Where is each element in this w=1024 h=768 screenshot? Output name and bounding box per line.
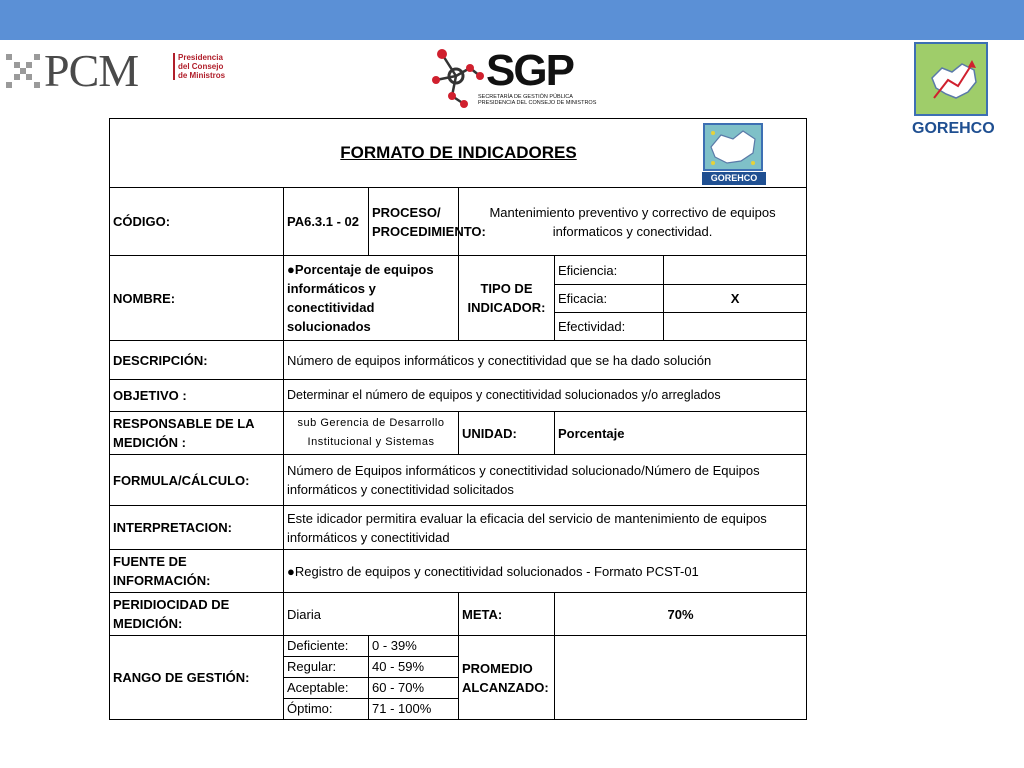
formula-value: Número de Equipos informáticos y conectitividad solucionado/Número de Equipos informáticos y conectitividad solicitados — [284, 455, 807, 506]
interpretacion-label: INTERPRETACION: — [110, 506, 284, 550]
gorehco-small-wordmark: GOREHCO — [702, 172, 766, 185]
descripcion-label: DESCRIPCIÓN: — [110, 341, 284, 380]
interpretacion-value: Este idicador permitira evaluar la eficacia del servicio de mantenimiento de equipos informáticos y conectitividad — [284, 506, 807, 550]
proceso-label: PROCESO/ PROCEDIMIENTO: — [369, 188, 459, 256]
rango-name-regular: Regular: — [284, 657, 369, 678]
nombre-label: NOMBRE: — [110, 256, 284, 341]
tipo-mark-eficiencia — [664, 256, 807, 285]
meta-label: META: — [459, 593, 555, 636]
tipo-label: TIPO DE INDICADOR: — [459, 256, 555, 341]
top-banner — [0, 0, 1024, 40]
tipo-mark-efectividad — [664, 313, 807, 341]
tipo-name-eficiencia: Eficiencia: — [555, 256, 664, 285]
rango-name-deficiente: Deficiente: — [284, 636, 369, 657]
fuente-label: FUENTE DE INFORMACIÓN: — [110, 550, 284, 593]
objetivo-label: OBJETIVO : — [110, 380, 284, 412]
rango-range-optimo: 71 - 100% — [369, 699, 459, 720]
pcm-subtitle: Presidencia del Consejo de Ministros — [173, 53, 225, 80]
tipo-mark-eficacia: X — [664, 285, 807, 313]
indicator-format-table — [109, 118, 807, 720]
title-row — [110, 119, 807, 188]
promedio-label: PROMEDIO ALCANZADO: — [459, 636, 555, 720]
descripcion-value: Número de equipos informáticos y conectitividad que se ha dado solución — [284, 341, 807, 380]
gorehco-wordmark: GOREHCO — [912, 120, 995, 137]
responsable-value: sub Gerencia de Desarrollo Institucional y Sistemas — [284, 412, 459, 455]
rango-name-aceptable: Aceptable: — [284, 678, 369, 699]
tipo-name-efectividad: Efectividad: — [555, 313, 664, 341]
map-small-icon — [705, 125, 761, 169]
rango-range-aceptable: 60 - 70% — [369, 678, 459, 699]
gorehco-logo — [912, 42, 995, 140]
sgp-logo — [430, 46, 600, 110]
codigo-value: PA6.3.1 - 02 — [284, 188, 369, 256]
tipo-name-eficacia: Eficacia: — [555, 285, 664, 313]
nombre-value: ●Porcentaje de equipos informáticos y conectitividad solucionados — [284, 256, 459, 341]
meta-value: 70% — [555, 593, 807, 636]
objetivo-value: Determinar el número de equipos y conectitividad solucionados y/o arreglados — [284, 380, 807, 412]
rango-range-regular: 40 - 59% — [369, 657, 459, 678]
promedio-value — [555, 636, 807, 720]
gorehco-small-logo — [702, 123, 766, 185]
unidad-label: UNIDAD: — [459, 412, 555, 455]
page-title: FORMATO DE INDICADORES — [340, 143, 577, 162]
sgp-subtitle-1: SECRETARÍA DE GESTIÓN PÚBLICA — [478, 94, 573, 100]
responsable-label: RESPONSABLE DE LA MEDICIÓN : — [110, 412, 284, 455]
gorehco-emblem — [914, 42, 988, 116]
periodicidad-value: Diaria — [284, 593, 459, 636]
rango-label: RANGO DE GESTIÓN: — [110, 636, 284, 720]
map-icon — [928, 58, 980, 104]
sgp-subtitle-2: PRESIDENCIA DEL CONSEJO DE MINISTROS — [478, 100, 597, 106]
formula-label: FORMULA/CÁLCULO: — [110, 455, 284, 506]
unidad-value: Porcentaje — [555, 412, 807, 455]
pcm-x-icon — [2, 50, 44, 92]
codigo-label: CÓDIGO: — [110, 188, 284, 256]
rango-range-deficiente: 0 - 39% — [369, 636, 459, 657]
rango-name-optimo: Óptimo: — [284, 699, 369, 720]
pcm-wordmark: PCM — [44, 45, 139, 96]
proceso-value: Mantenimiento preventivo y correctivo de equipos informaticos y conectividad. — [459, 188, 807, 256]
sgp-wordmark: SGP — [486, 46, 573, 95]
periodicidad-label: PERIDIOCIDAD DE MEDICIÓN: — [110, 593, 284, 636]
fuente-value: ●Registro de equipos y conectitividad solucionados - Formato PCST-01 — [284, 550, 807, 593]
pcm-logo — [0, 45, 230, 96]
